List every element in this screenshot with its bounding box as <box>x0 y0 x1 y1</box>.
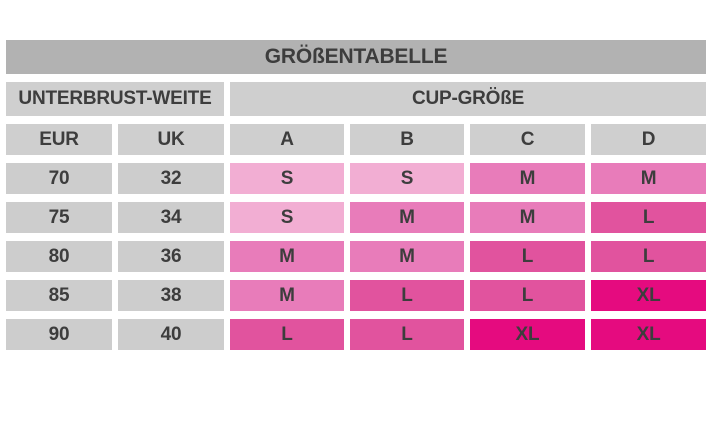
col-header-cup-b: B <box>350 124 464 155</box>
uk-cell: 32 <box>118 163 224 194</box>
cup-size-cell: M <box>470 202 585 233</box>
col-header-cup-d: D <box>591 124 706 155</box>
eur-cell: 80 <box>6 241 112 272</box>
table-row <box>6 280 706 311</box>
cup-size-cell: XL <box>470 319 585 350</box>
table-row <box>6 202 706 233</box>
header-underbust-width: UNTERBRUST-WEITE <box>6 82 224 116</box>
uk-cell: 36 <box>118 241 224 272</box>
column-header-row <box>6 124 706 155</box>
title-row <box>6 40 706 74</box>
cup-size-cell: M <box>591 163 706 194</box>
uk-cell: 34 <box>118 202 224 233</box>
table-row <box>6 163 706 194</box>
cup-size-cell: L <box>591 202 706 233</box>
cup-size-cell: S <box>230 163 344 194</box>
cup-size-cell: XL <box>591 319 706 350</box>
cup-size-cell: L <box>470 241 585 272</box>
col-header-cup-c: C <box>470 124 585 155</box>
cup-size-cell: L <box>350 280 464 311</box>
cup-size-cell: L <box>350 319 464 350</box>
size-chart-table <box>0 32 712 358</box>
header-cup-size: CUP-GRÖßE <box>230 82 706 116</box>
col-header-cup-a: A <box>230 124 344 155</box>
cup-size-cell: M <box>230 241 344 272</box>
cup-size-cell: M <box>230 280 344 311</box>
uk-cell: 40 <box>118 319 224 350</box>
eur-cell: 85 <box>6 280 112 311</box>
cup-size-cell: L <box>230 319 344 350</box>
table-row <box>6 319 706 350</box>
cup-size-cell: M <box>350 202 464 233</box>
eur-cell: 90 <box>6 319 112 350</box>
table-row <box>6 241 706 272</box>
cup-size-cell: M <box>350 241 464 272</box>
uk-cell: 38 <box>118 280 224 311</box>
col-header-uk: UK <box>118 124 224 155</box>
eur-cell: 75 <box>6 202 112 233</box>
table-title: GRÖßENTABELLE <box>6 40 706 74</box>
cup-size-cell: M <box>470 163 585 194</box>
col-header-eur: EUR <box>6 124 112 155</box>
cup-size-cell: S <box>350 163 464 194</box>
cup-size-cell: XL <box>591 280 706 311</box>
cup-size-cell: L <box>591 241 706 272</box>
group-header-row <box>6 82 706 116</box>
cup-size-cell: L <box>470 280 585 311</box>
cup-size-cell: S <box>230 202 344 233</box>
eur-cell: 70 <box>6 163 112 194</box>
